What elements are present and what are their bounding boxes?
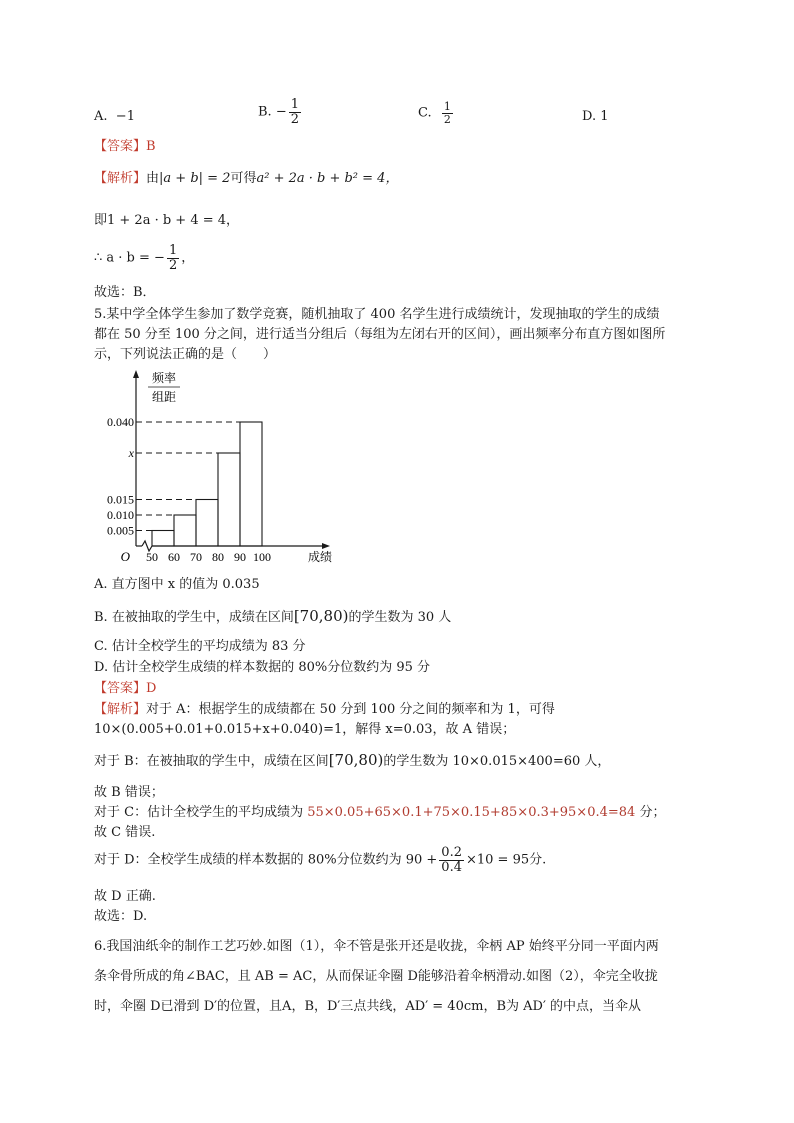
q6-line1: 6.我国油纸伞的制作工艺巧妙.如图（1），伞不管是张开还是收拢，伞柄 AP 始终平分同一平面内两 xyxy=(94,939,659,954)
q4-option-c-num: 1 xyxy=(443,100,451,113)
q6-line3: 时，伞圈 D已滑到 D′的位置，且A，B，D′三点共线，AD′ = 40cm，B为 AD′ 的中点，当伞从 xyxy=(94,999,642,1014)
q5-analysis-d1-post: ×10 = 95分. xyxy=(465,852,547,868)
q5-answer-value: D xyxy=(146,681,157,696)
origin-label: O xyxy=(120,549,130,564)
q5-answer xyxy=(94,680,156,698)
q5-analysis-d1 xyxy=(94,846,546,875)
x-tick-label-80: 80 xyxy=(212,550,224,564)
q4-analysis-line3 xyxy=(94,244,194,273)
q4-analysis-line2: 即1 + 2a · b + 4 = 4， xyxy=(94,213,240,228)
x-tick-labels xyxy=(146,550,271,564)
q4-option-c-den: 2 xyxy=(443,113,451,126)
q4-option-d xyxy=(582,108,609,126)
q4-answer-value: B xyxy=(146,139,156,154)
q4-option-a-value: −1 xyxy=(115,109,135,124)
q5-choice: 故选：D. xyxy=(94,909,148,924)
q5-analysis-b1 xyxy=(94,751,610,771)
x-tick-label-90: 90 xyxy=(234,550,246,564)
q5-analysis-a2: 10×(0.005+0.01+0.015+x+0.040)=1，解得 x=0.03，故 A 错误； xyxy=(94,722,516,737)
q5-analysis-tag: 【解析】 xyxy=(94,702,147,717)
y-axis-label-denominator: 组距 xyxy=(151,390,177,404)
q6-line2: 条伞骨所成的角∠BAC，且 AB = AC，从而保证伞圈 D能够沿着伞柄滑动.如图（2），伞完全收拢 xyxy=(94,969,658,984)
y-tick-labels xyxy=(107,415,135,538)
q4-option-c-fraction xyxy=(442,101,453,126)
q5-analysis-a1 xyxy=(94,701,555,719)
q4-option-c-label: C. xyxy=(418,105,432,121)
q5-analysis-d2: 故 D 正确. xyxy=(94,889,156,904)
q4-analysis-line3-num: 1 xyxy=(168,243,178,258)
frequency-histogram xyxy=(90,364,350,574)
q5-option-b-post: 的学生数为 30 人 xyxy=(348,610,452,625)
q4-option-b xyxy=(258,98,303,127)
q4-analysis-line3-fraction xyxy=(167,244,179,273)
q5-analysis-c1-pre: 对于 C：估计全校学生的平均成绩为 xyxy=(94,805,308,820)
q5-analysis-d1-fraction xyxy=(439,846,464,875)
q4-analysis-line1-expr1: |a + b| = 2 xyxy=(159,171,231,186)
q4-analysis-line3-post: ， xyxy=(181,250,195,266)
q5-analysis-b1-post: 的学生数为 10×0.015×400=60 人， xyxy=(383,754,611,769)
q4-choice: 故选：B． xyxy=(94,285,156,300)
q4-option-d-label: D. xyxy=(582,109,597,124)
q5-stem-line2: 都在 50 分至 100 分之间，进行适当分组后（每组为左闭右开的区间），画出频率分布直方图如图所 xyxy=(94,327,666,342)
q4-option-d-value: 1 xyxy=(600,109,609,124)
bars xyxy=(152,422,262,546)
q5-answer-tag: 【答案】 xyxy=(94,681,147,696)
y-tick-label-3: x xyxy=(128,446,134,460)
q4-option-a-label: A. xyxy=(94,109,108,124)
q4-option-b-den: 2 xyxy=(290,112,300,127)
q5-option-b xyxy=(94,607,451,627)
q4-option-c xyxy=(418,101,455,126)
q5-analysis-b1-interval: [70,80) xyxy=(328,751,384,769)
dashed-guides xyxy=(136,422,240,531)
q4-analysis-line1 xyxy=(94,170,398,188)
q4-analysis-tag: 【解析】 xyxy=(94,171,147,186)
y-tick-label-1: 0.010 xyxy=(107,508,134,522)
q5-analysis-c1 xyxy=(94,804,665,822)
q5-analysis-d1-den: 0.4 xyxy=(441,860,462,875)
q4-option-b-fraction xyxy=(289,98,301,127)
q5-option-b-pre: B. 在被抽取的学生中，成绩在区间 xyxy=(94,610,294,625)
bar-80 xyxy=(218,453,240,546)
x-tick-label-60: 60 xyxy=(168,550,180,564)
q5-stem-line3: 示，下列说法正确的是（ ） xyxy=(94,347,277,362)
y-tick-label-2: 0.015 xyxy=(107,492,134,507)
x-tick-label-70: 70 xyxy=(190,550,202,564)
q5-option-b-interval: [70,80) xyxy=(293,607,349,625)
q5-analysis-b2: 故 B 错误； xyxy=(94,785,164,800)
x-tick-label-100: 100 xyxy=(253,550,271,564)
x-tick-label-50: 50 xyxy=(146,550,158,564)
q5-option-d: D. 估计全校学生成绩的样本数据的 80%分位数约为 95 分 xyxy=(94,660,431,675)
y-axis-arrow xyxy=(133,370,139,378)
q4-option-a xyxy=(94,108,135,126)
bar-70 xyxy=(196,500,218,547)
q4-answer-tag: 【答案】 xyxy=(94,139,147,154)
q4-analysis-line1-pre: 由 xyxy=(146,171,160,186)
bar-90 xyxy=(240,422,262,546)
q5-option-c: C. 估计全校学生的平均成绩为 83 分 xyxy=(94,639,306,654)
q4-option-b-label: B. xyxy=(258,104,272,120)
q5-analysis-d1-num: 0.2 xyxy=(441,845,462,860)
q5-stem-line1: 5.某中学全体学生参加了数学竞赛，随机抽取了 400 名学生进行成绩统计，发现抽取的学生的成绩 xyxy=(94,307,660,322)
q4-option-b-sign: − xyxy=(275,104,287,120)
y-tick-label-4: 0.040 xyxy=(107,415,134,429)
x-axis-arrow xyxy=(322,543,330,549)
q5-analysis-b1-pre: 对于 B：在被抽取的学生中，成绩在区间 xyxy=(94,754,329,769)
bar-50 xyxy=(152,531,174,547)
q4-answer xyxy=(94,138,156,156)
q4-analysis-line1-mid: 可得 xyxy=(230,171,257,186)
q5-option-a: A. 直方图中 x 的值为 0.035 xyxy=(94,577,260,592)
y-tick-label-0: 0.005 xyxy=(107,523,134,538)
y-axis-label-numerator: 频率 xyxy=(151,371,177,385)
q5-analysis-c1-post: 分； xyxy=(635,805,666,820)
x-axis-label: 成绩 xyxy=(308,550,333,564)
q5-analysis-c1-expr: 55×0.05+65×0.1+75×0.15+85×0.3+95×0.4=84 xyxy=(307,805,636,820)
q4-analysis-line1-expr2: a² + 2a · b + b² = 4， xyxy=(256,171,399,186)
q4-analysis-line3-den: 2 xyxy=(168,258,178,273)
q5-analysis-c2: 故 C 错误. xyxy=(94,825,156,840)
q5-analysis-a1-text: 对于 A：根据学生的成绩都在 50 分到 100 分之间的频率和为 1，可得 xyxy=(146,702,555,717)
q4-option-b-num: 1 xyxy=(290,97,300,112)
q4-analysis-line3-pre: ∴ a · b = − xyxy=(94,250,165,266)
q5-analysis-d1-pre: 对于 D：全校学生成绩的样本数据的 80%分位数约为 90 + xyxy=(94,852,438,868)
bar-60 xyxy=(174,515,196,546)
